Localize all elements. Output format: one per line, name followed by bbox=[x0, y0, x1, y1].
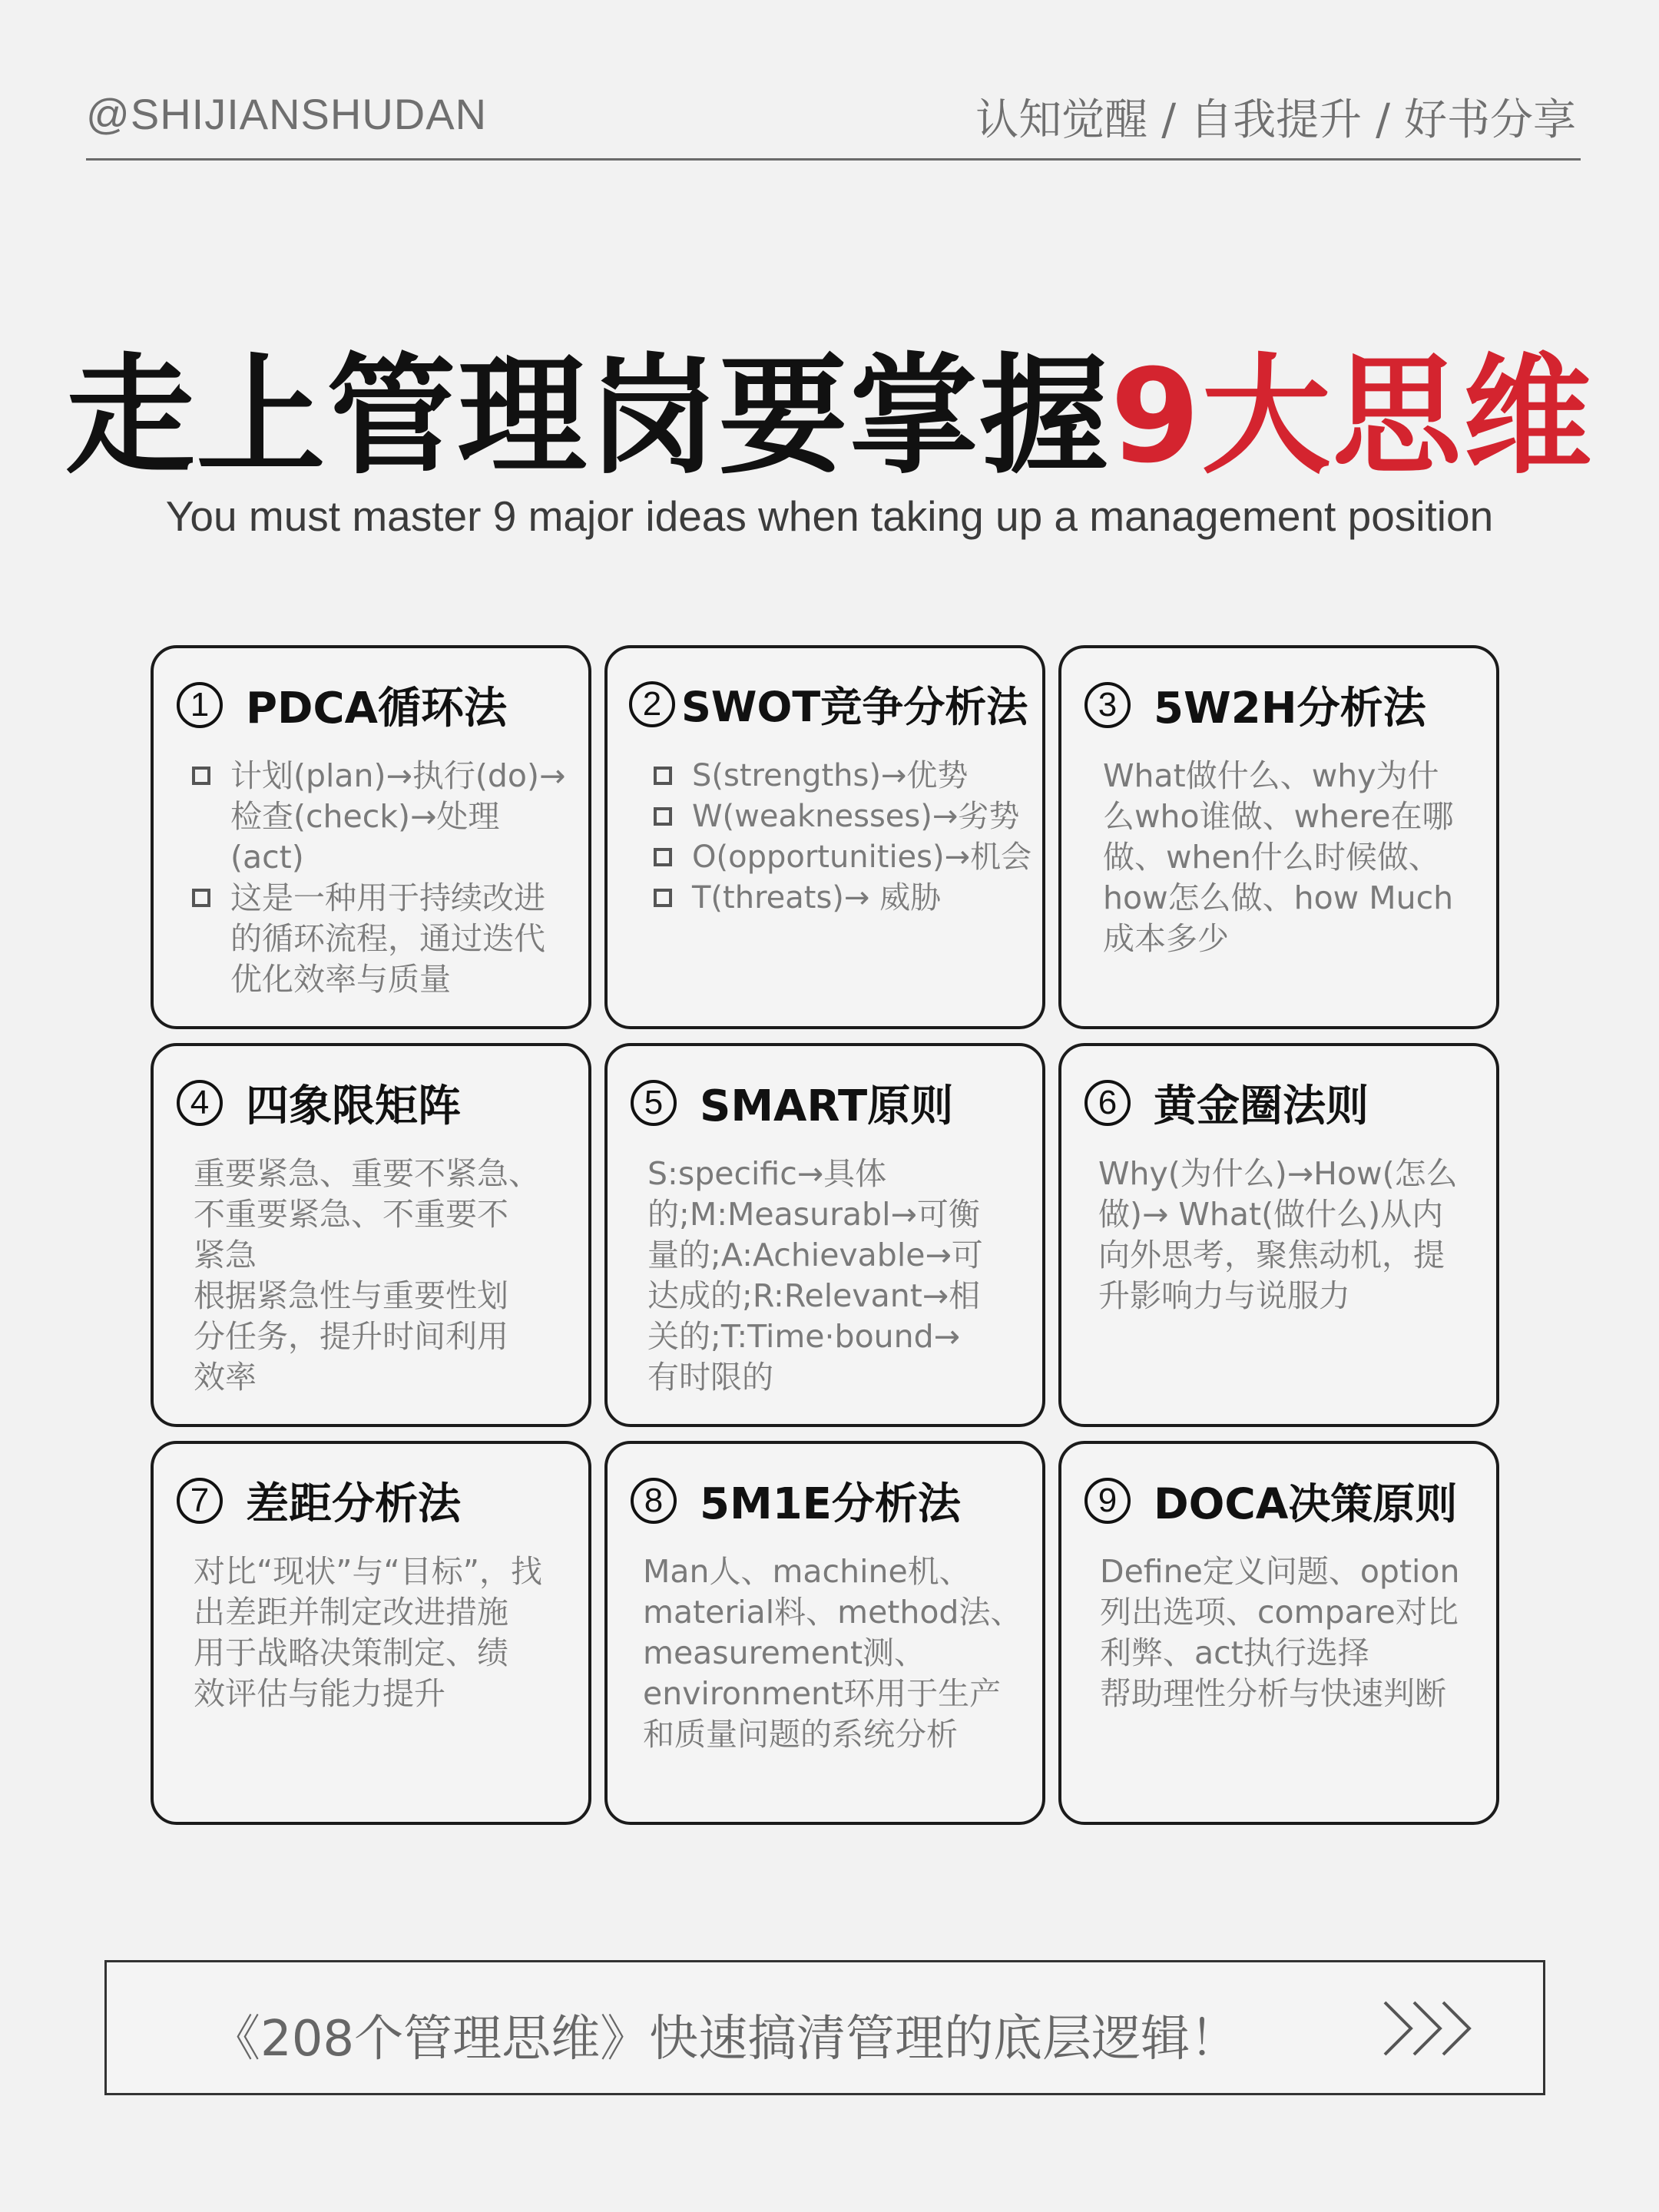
card-body: Man人、machine机、 material料、method法、 measurement测、 environment环用于生产 和质量问题的系统分析 bbox=[643, 1553, 1022, 1753]
list-item: 计划(plan)→执行(do)→检查(check)→处理(act) bbox=[190, 756, 571, 878]
card-smart bbox=[604, 1043, 1045, 1427]
card-swot bbox=[604, 645, 1045, 1029]
tag-separator: / bbox=[1376, 95, 1390, 145]
card-number: 6 bbox=[1084, 1080, 1131, 1126]
card-header bbox=[177, 1470, 581, 1532]
card-header bbox=[631, 1470, 1035, 1532]
card-title: PDCA循环法 bbox=[246, 684, 507, 733]
card-quadrant-matrix bbox=[151, 1043, 591, 1427]
checkbox-square-icon bbox=[192, 767, 210, 785]
list-item: S(strengths)→优势 bbox=[652, 756, 1036, 796]
card-header bbox=[629, 674, 1035, 733]
list-item: T(threats)→ 威胁 bbox=[652, 878, 1036, 919]
page-title bbox=[0, 313, 1659, 498]
header-divider bbox=[86, 158, 1581, 161]
card-body: What做什么、why为什 么who谁做、where在哪 做、when什么时候做、 how怎么做、how Much 成本多少 bbox=[1103, 757, 1454, 957]
card-body: 重要紧急、重要不紧急、 不重要紧急、不重要不 紧急 根据紧急性与重要性划 分任务，提升时间利用 效率 bbox=[194, 1155, 540, 1396]
checkbox-square-icon bbox=[654, 848, 672, 866]
card-number: 4 bbox=[177, 1080, 223, 1126]
card-body: S:specific→具体 的;M:Measurabl→可衡 量的;A:Achievable→可 达成的;R:Relevant→相 关的;T:Time·bound→ 有时限的 bbox=[647, 1155, 983, 1396]
card-title: 差距分析法 bbox=[246, 1479, 461, 1529]
checkbox-square-icon bbox=[654, 807, 672, 826]
tag-3: 好书分享 bbox=[1404, 95, 1576, 145]
list-item: W(weaknesses)→劣势 bbox=[652, 796, 1036, 837]
tag-separator: / bbox=[1161, 95, 1177, 145]
card-body: Why(为什么)→How(怎么 做)→ What(做什么)从内 向外思考，聚焦动机，提 升影响力与说服力 bbox=[1098, 1155, 1458, 1314]
card-body: Define定义问题、option 列出选项、compare对比 利弊、act执行选择 帮助理性分析与快速判断 bbox=[1100, 1553, 1460, 1712]
card-number: 9 bbox=[1084, 1478, 1131, 1524]
card-gap-analysis bbox=[151, 1441, 591, 1825]
list-item: 这是一种用于持续改进的循环流程，通过迭代优化效率与质量 bbox=[190, 878, 571, 1000]
card-header bbox=[1084, 1072, 1488, 1134]
title-main: 走上管理岗要掌握 bbox=[65, 341, 1111, 492]
card-number: 5 bbox=[631, 1080, 677, 1126]
card-5w2h bbox=[1058, 645, 1499, 1029]
checkbox-square-icon bbox=[192, 889, 210, 907]
title-accent: 9大思维 bbox=[1110, 341, 1594, 492]
banner-text: 《208个管理思维》快速搞清管理的底层逻辑！ bbox=[211, 2011, 1240, 2068]
card-title: 5W2H分析法 bbox=[1154, 684, 1426, 733]
checkbox-square-icon bbox=[654, 767, 672, 785]
topic-tags bbox=[975, 86, 1576, 147]
card-body bbox=[652, 756, 1036, 919]
tag-1: 认知觉醒 bbox=[975, 95, 1148, 145]
cards-grid bbox=[151, 645, 1499, 1828]
card-title: SWOT竞争分析法 bbox=[681, 683, 1028, 731]
card-title: 黄金圈法则 bbox=[1154, 1081, 1369, 1131]
page-subtitle: You must master 9 major ideas when taking up a management position bbox=[165, 492, 1494, 540]
card-5m1e bbox=[604, 1441, 1045, 1825]
card-title: SMART原则 bbox=[700, 1081, 954, 1131]
card-title: DOCA决策原则 bbox=[1154, 1479, 1458, 1528]
card-number: 3 bbox=[1084, 682, 1131, 728]
card-number: 8 bbox=[631, 1478, 677, 1524]
card-header bbox=[177, 1072, 581, 1134]
card-header bbox=[1084, 1470, 1488, 1531]
card-header bbox=[631, 1072, 1035, 1134]
card-header bbox=[177, 674, 581, 736]
card-body: 对比“现状”与“目标”，找 出差距并制定改进措施 用于战略决策制定、绩 效评估与能力提升 bbox=[194, 1553, 542, 1712]
card-title: 四象限矩阵 bbox=[246, 1081, 461, 1131]
tag-2: 自我提升 bbox=[1190, 95, 1363, 145]
card-body bbox=[190, 756, 571, 1000]
card-number: 7 bbox=[177, 1478, 223, 1524]
card-pdca bbox=[151, 645, 591, 1029]
card-number: 2 bbox=[629, 681, 675, 727]
card-header bbox=[1084, 674, 1488, 736]
book-promo-banner[interactable] bbox=[104, 1960, 1545, 2095]
card-golden-circle bbox=[1058, 1043, 1499, 1427]
checkbox-square-icon bbox=[654, 889, 672, 907]
card-number: 1 bbox=[177, 682, 223, 728]
account-handle: @SHIJIANSHUDAN bbox=[86, 90, 488, 138]
card-doca bbox=[1058, 1441, 1499, 1825]
triple-chevron-right-icon[interactable] bbox=[1382, 1998, 1482, 2059]
card-title: 5M1E分析法 bbox=[700, 1479, 961, 1529]
list-item: O(opportunities)→机会 bbox=[652, 837, 1036, 878]
